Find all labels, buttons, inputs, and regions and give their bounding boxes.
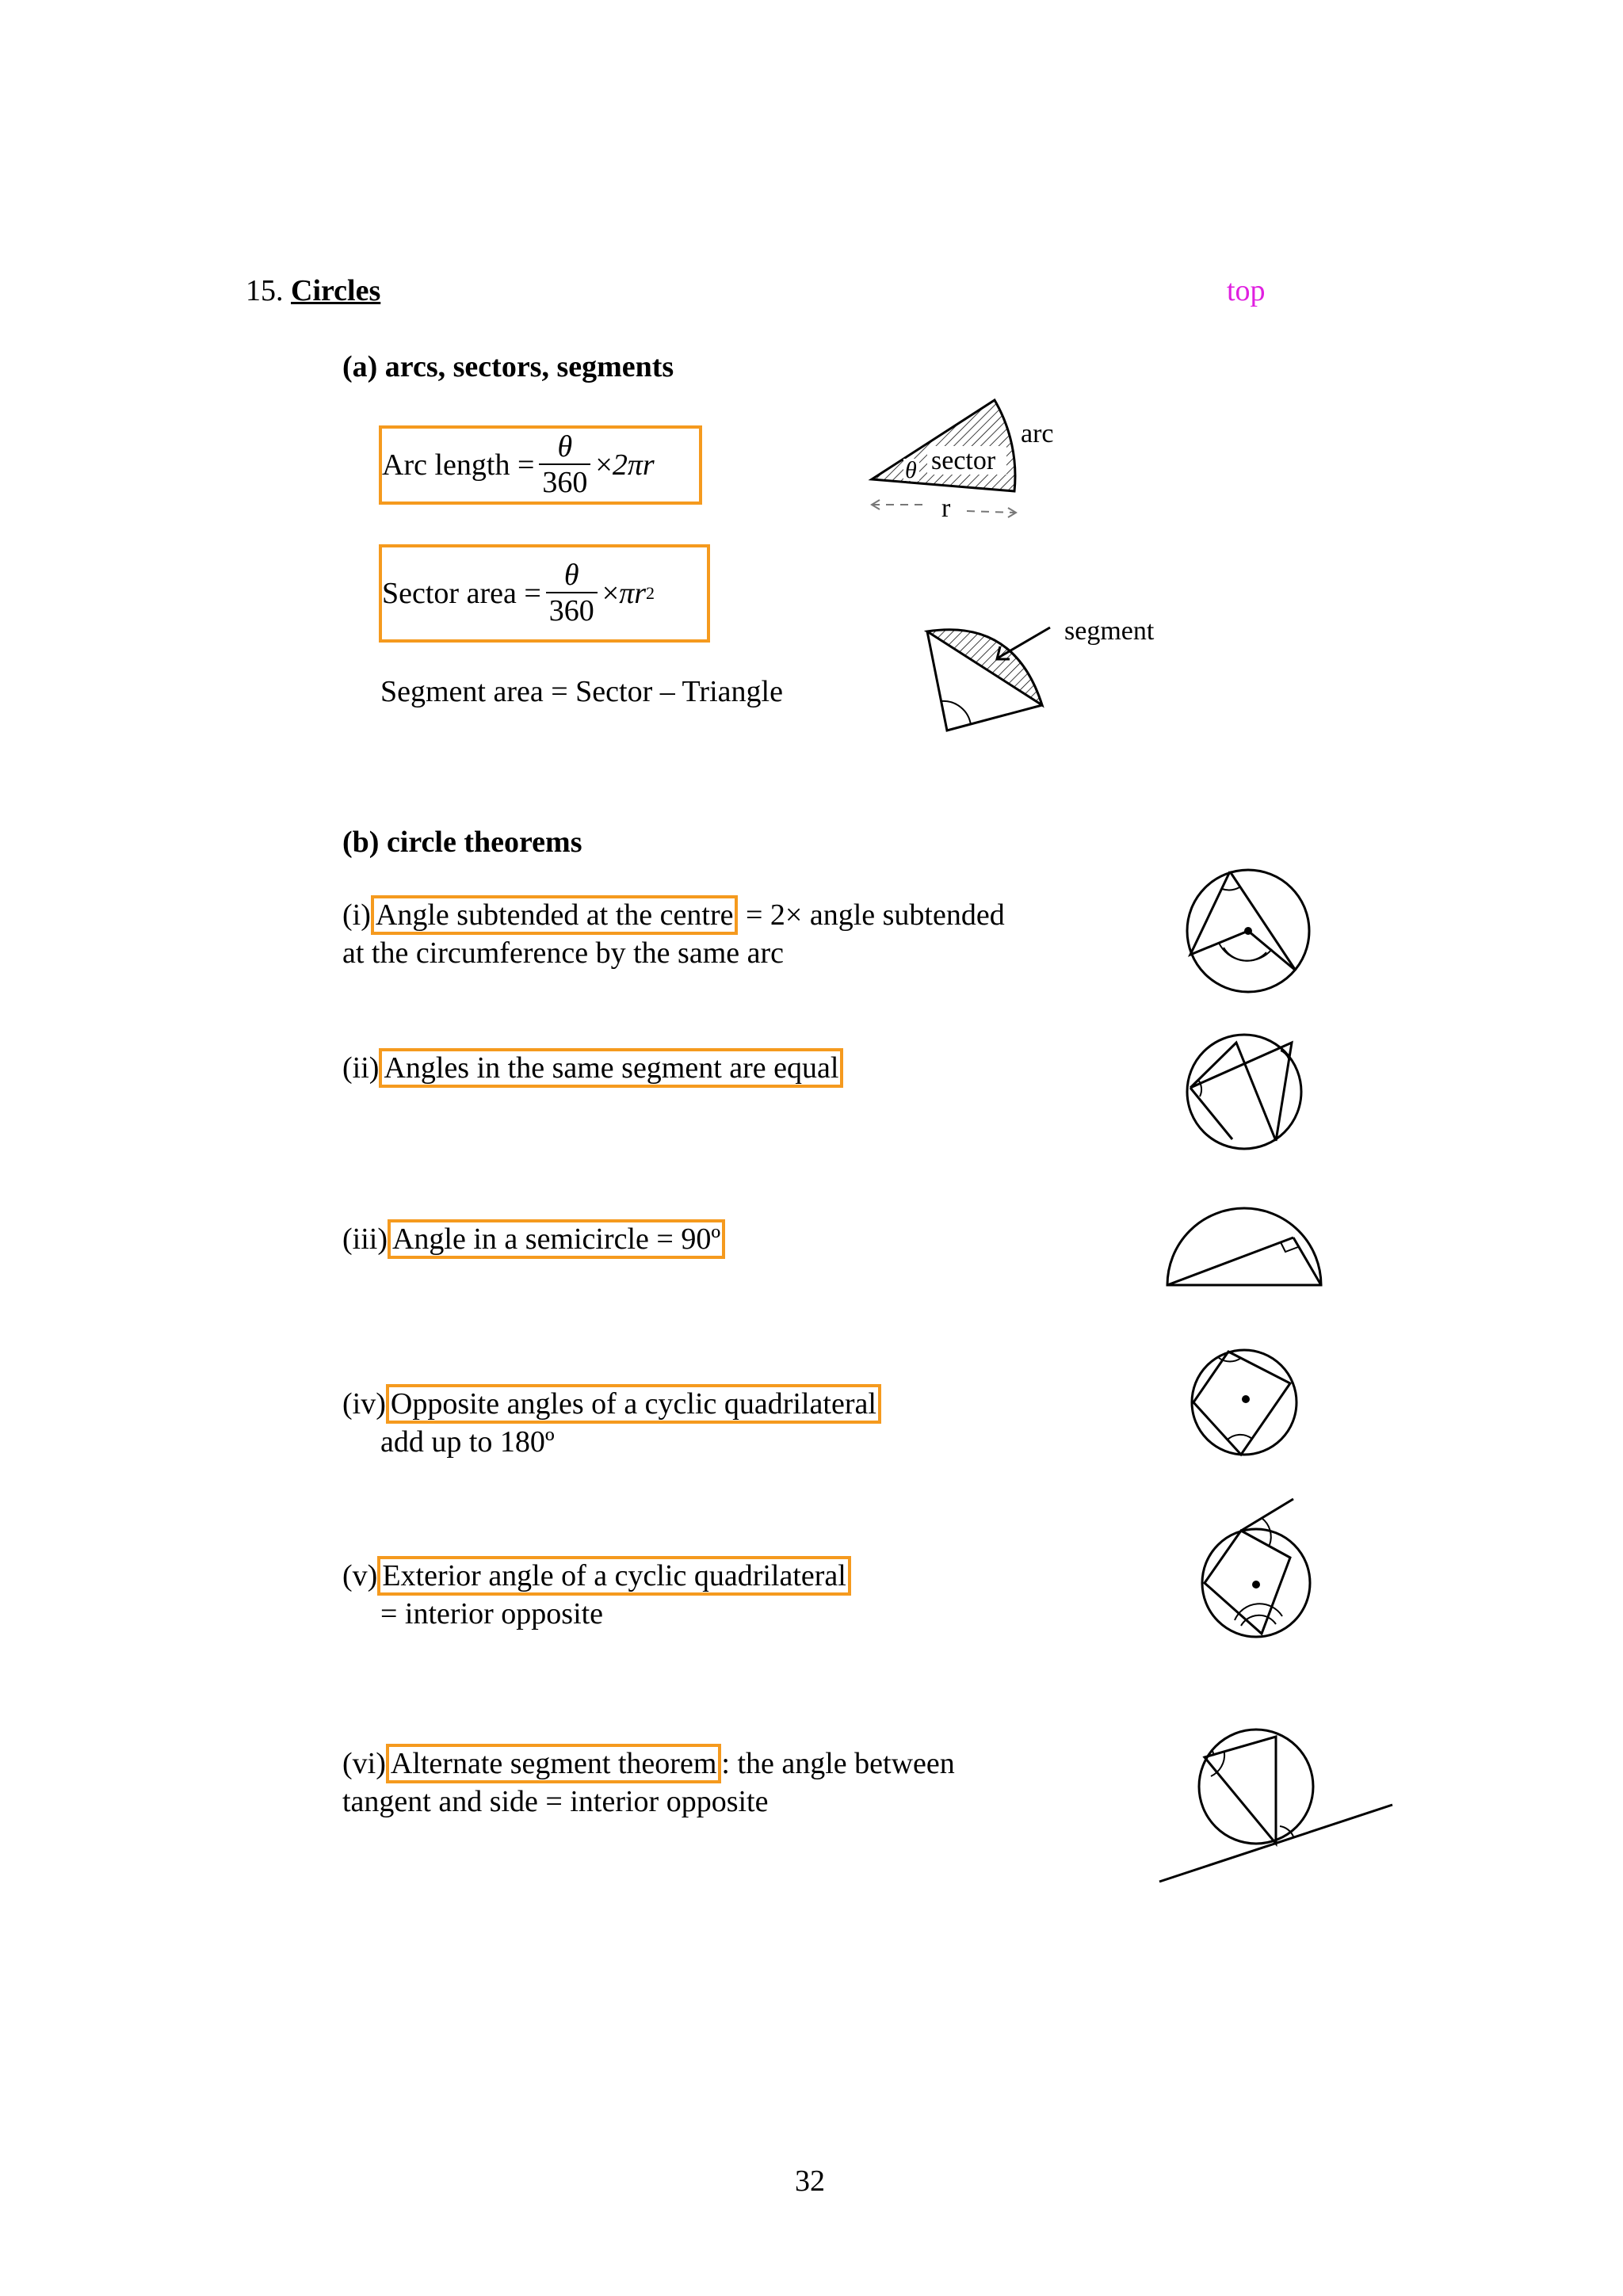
theorem-number: (ii) bbox=[342, 1051, 380, 1085]
theorem-name-box: Angle subtended at the centre bbox=[371, 895, 739, 935]
sector-label: sector bbox=[931, 446, 996, 475]
theorem-number: (i) bbox=[342, 898, 371, 932]
section-title: Circles bbox=[291, 274, 381, 307]
arc-length-label: Arc length = bbox=[382, 448, 535, 482]
theorem-6 bbox=[342, 1745, 955, 1782]
times-sign: × bbox=[601, 577, 620, 610]
theorem-5-line2: = interior opposite bbox=[380, 1597, 604, 1630]
sector-area-tail: πr bbox=[619, 577, 647, 610]
arc-length-fraction bbox=[539, 430, 590, 500]
section-number: 15. bbox=[246, 274, 284, 307]
theorem-3-diagram bbox=[1165, 1206, 1323, 1289]
arc-length-formula bbox=[379, 425, 702, 505]
theorem-name-box: Angle in a semicircle = 90º bbox=[388, 1219, 725, 1259]
theorem-name-box: Exterior angle of a cyclic quadrilateral bbox=[377, 1556, 851, 1596]
theorem-statement: : the angle between bbox=[721, 1747, 955, 1780]
fraction-numerator: θ bbox=[563, 559, 579, 592]
theorem-number: (iv) bbox=[342, 1387, 386, 1421]
theorem-6-line2: tangent and side = interior opposite bbox=[342, 1785, 769, 1818]
part-b-heading: (b) circle theorems bbox=[342, 826, 582, 859]
times-sign: × bbox=[595, 448, 613, 482]
top-link[interactable]: top bbox=[1227, 274, 1266, 307]
theta-label: θ bbox=[905, 457, 917, 483]
theorem-5-diagram bbox=[1197, 1497, 1316, 1640]
theorem-number: (vi) bbox=[342, 1747, 386, 1780]
theorem-4-diagram bbox=[1189, 1347, 1300, 1458]
theorem-number: (v) bbox=[342, 1559, 378, 1592]
theorem-2-diagram bbox=[1181, 1028, 1308, 1155]
part-a-heading: (a) arcs, sectors, segments bbox=[342, 350, 674, 383]
sector-area-label: Sector area = bbox=[382, 577, 541, 610]
fraction-numerator: θ bbox=[557, 430, 573, 463]
fraction-denominator: 360 bbox=[546, 592, 598, 628]
theorem-5 bbox=[342, 1558, 851, 1594]
sector-area-fraction bbox=[546, 559, 598, 628]
theorem-1-line2: at the circumference by the same arc bbox=[342, 936, 785, 970]
arc-label: arc bbox=[1021, 419, 1054, 448]
section-heading bbox=[246, 273, 380, 309]
theorem-name-box: Opposite angles of a cyclic quadrilateral bbox=[386, 1384, 881, 1424]
segment-area-text: Segment area = Sector – Triangle bbox=[380, 675, 783, 708]
page-number: 32 bbox=[795, 2164, 825, 2198]
arc-length-tail: 2πr bbox=[612, 448, 655, 482]
theorem-4-line2: add up to 180º bbox=[380, 1425, 555, 1459]
theorem-4 bbox=[342, 1386, 881, 1422]
theorem-statement: = 2× angle subtended bbox=[745, 898, 1005, 932]
theorem-2 bbox=[342, 1050, 843, 1086]
theorem-name-box: Angles in the same segment are equal bbox=[379, 1048, 843, 1088]
radius-label: r bbox=[941, 494, 951, 523]
segment-label: segment bbox=[1064, 616, 1155, 646]
exponent: 2 bbox=[646, 583, 655, 603]
theorem-number: (iii) bbox=[342, 1222, 388, 1256]
theorem-3 bbox=[342, 1221, 725, 1257]
sector-diagram bbox=[864, 392, 1070, 535]
theorem-1-diagram bbox=[1181, 864, 1316, 998]
theorem-6-diagram bbox=[1157, 1727, 1395, 1886]
theorem-1 bbox=[342, 897, 1005, 933]
sector-area-formula bbox=[379, 544, 710, 643]
fraction-denominator: 360 bbox=[539, 463, 590, 500]
segment-diagram bbox=[911, 610, 1173, 737]
theorem-name-box: Alternate segment theorem bbox=[386, 1744, 722, 1783]
